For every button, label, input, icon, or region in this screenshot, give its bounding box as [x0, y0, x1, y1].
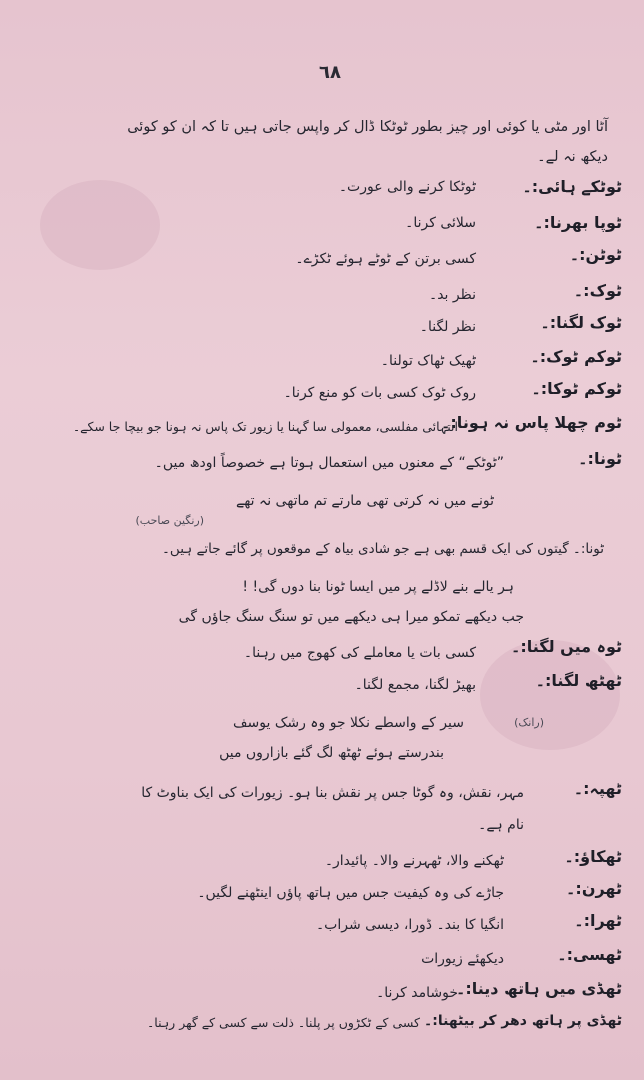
entry-term: ٹھرا:۔	[574, 911, 622, 930]
entry-definition: دیکھئے زیورات	[421, 951, 504, 967]
entry-definition: انتہائی مفلسی، معمولی سا گہنا یا زیور تک پاس نہ ہونا جو بیچا جا سکے۔	[72, 419, 458, 434]
quote-attribution: (رانک)	[514, 716, 544, 729]
entry-term: ٹھسی:۔	[557, 945, 622, 964]
entry-definition: کسی کے ٹکڑوں پر پلنا۔ ذلت سے کسی کے گھر رہنا۔	[146, 1015, 420, 1030]
entry-term: ٹھڈی میں ہاتھ دینا:۔	[455, 979, 622, 998]
entry-definition: ٹھکنے والا، ٹھہرنے والا۔ پائیدار۔	[324, 853, 504, 869]
entry-term: ٹوہ میں لگنا:۔	[510, 637, 622, 656]
quote-attribution: (رنگین صاحب)	[135, 514, 204, 527]
entry-term: ٹوٹن:۔	[569, 245, 622, 264]
entry-term: ٹوک:۔	[573, 281, 622, 300]
entry-definition: کسی بات یا معاملے کی کھوج میں رہنا۔	[243, 645, 476, 661]
entry-definition: سلائی کرنا۔	[405, 215, 476, 231]
entry-term: ٹونا:۔	[578, 449, 622, 468]
entry-term: ٹھٹھ لگنا:۔	[535, 671, 622, 690]
entry-definition: ٹھیک ٹھاک تولنا۔	[380, 353, 476, 369]
entry-definition: نظر لگنا۔	[419, 319, 476, 335]
entry-definition: نظر بد۔	[428, 287, 476, 303]
entry-term: ٹوم چھلا پاس نہ ہونا:۔	[441, 413, 622, 432]
entry-term: ٹوکم ٹوک:۔	[530, 347, 622, 366]
entry-definition: نام ہے۔	[478, 817, 524, 833]
entry-definition: روک ٹوک کسی بات کو منع کرنا۔	[283, 385, 476, 401]
song-verse-1: ہر یالے بنے لاڈلے پر میں ایسا ٹونا بنا دوں گی! !	[242, 579, 514, 595]
intro-line-1: آٹا اور مٹی یا کوئی اور چیز بطور ٹوٹکا ڈال کر واپس جاتی ہیں تا کہ ان کو کوئی	[127, 119, 608, 135]
quote-verse: ٹونے میں نہ کرتی تھی مارتے تم ماتھی نہ تھے	[235, 493, 494, 509]
entry-term: ٹھپہ:۔	[573, 779, 622, 798]
intro-line-2: دیکھ نہ لے۔	[537, 149, 608, 165]
entry-definition: خوشامد کرنا۔	[376, 985, 458, 1001]
entry-term: ٹھڈی پر ہاتھ دھر کر بیٹھنا:۔	[424, 1013, 622, 1029]
entry-term: ٹوٹکے ہائی:۔	[522, 177, 622, 196]
tona-definition: ٹونا:۔ گیتوں کی ایک قسم بھی ہے جو شادی بیاہ کے موقعوں پر گائے جاتے ہیں۔	[162, 541, 604, 557]
entry-term: ٹوک لگنا:۔	[540, 313, 622, 332]
entry-definition: انگیا کا بند۔ ڈورا، دیسی شراب۔	[315, 917, 504, 933]
quote-verse: بندرستے ہوئے ٹھٹھ لگ گئے بازاروں میں	[219, 745, 444, 761]
entry-term: ٹوکم ٹوکا:۔	[531, 379, 622, 398]
entry-term: ٹوپا بھرنا:۔	[534, 213, 622, 232]
entry-definition: کسی برتن کے ٹوٹے ہوئے ٹکڑے۔	[295, 251, 476, 267]
entry-definition: ”ٹوٹکے“ کے معنوں میں استعمال ہوتا ہے خصوصاً اودھ میں۔	[154, 455, 504, 471]
entry-definition: مہر، نقش، وہ گوٹا جس پر نقش بنا ہو۔ زیورات کی ایک بناوٹ کا	[141, 785, 524, 801]
page-number: ٦٨	[319, 62, 341, 83]
entry-definition: ٹوٹکا کرنے والی عورت۔	[338, 179, 476, 195]
entry-term: ٹھکاؤ:۔	[564, 847, 622, 866]
entry-definition: جاڑے کی وہ کیفیت جس میں ہاتھ پاؤں اینٹھنے لگیں۔	[197, 885, 504, 901]
song-verse-2: جب دیکھے تمکو میرا ہی دیکھے میں تو سنگ سنگ جاؤں گی	[178, 609, 524, 625]
entry-definition: بھیڑ لگنا، مجمع لگنا۔	[354, 677, 476, 693]
entry-term: ٹھرن:۔	[566, 879, 622, 898]
quote-verse: سیر کے واسطے نکلا جو وہ رشک یوسف	[233, 715, 464, 731]
